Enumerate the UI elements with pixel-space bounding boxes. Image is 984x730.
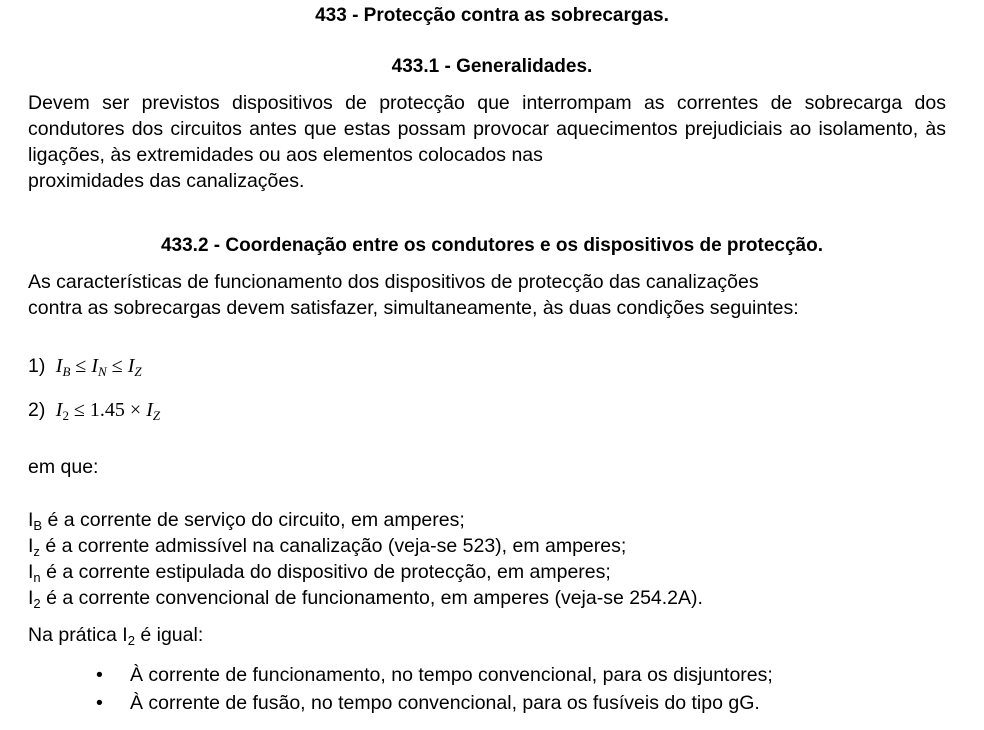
definition-i2 <box>28 585 703 617</box>
condition-1-number: 1) <box>28 355 46 377</box>
bullet-item-fusiveis <box>96 690 760 716</box>
generalidades-text-last: proximidades das canalizações. <box>28 170 305 192</box>
definition-ib-sub: B <box>33 518 43 533</box>
definition-iz-text: é a corrente admissível na canalização (veja-se 523), em amperes; <box>39 535 627 557</box>
definition-iz-sub: z <box>33 544 40 559</box>
practice-suffix: é igual: <box>134 624 204 646</box>
bullet-item-disjuntores <box>96 662 773 688</box>
definition-ib-symbol: I <box>28 509 34 531</box>
condition-2-formula: $I_2 \le 1.45 \times I_Z$ <box>55 399 161 423</box>
coordenacao-text-last: contra as sobrecargas devem satisfazer, simultaneamente, às duas condições seguintes: <box>28 297 799 319</box>
definition-in-text: é a corrente estipulada do dispositivo de protecção, em amperes; <box>40 561 611 583</box>
practice-line <box>28 622 203 654</box>
bullet-icon: • <box>96 664 103 686</box>
definition-in-symbol: I <box>28 561 34 583</box>
bullet-text: À corrente de funcionamento, no tempo convencional, para os disjuntores; <box>130 664 773 686</box>
bullet-text: À corrente de fusão, no tempo convencional, para os fusíveis do tipo gG. <box>130 692 760 714</box>
section-heading: 433 - Protecção contra as sobrecargas. <box>315 5 669 26</box>
generalidades-paragraph <box>28 90 946 194</box>
condition-2 <box>28 397 160 429</box>
subsection-1-heading: 433.1 - Generalidades. <box>391 56 593 77</box>
condition-1 <box>28 353 142 385</box>
em-que-label: em que: <box>28 456 99 478</box>
practice-prefix: Na prática I <box>28 624 128 646</box>
definition-iz-symbol: I <box>28 535 34 557</box>
definition-ib-text: é a corrente de serviço do circuito, em amperes; <box>42 509 465 531</box>
coordenacao-text: As características de funcionamento dos dispositivos de protecção das canalizações <box>28 271 759 293</box>
definition-in-sub: n <box>33 570 41 585</box>
practice-sub: 2 <box>127 633 135 648</box>
definition-i2-text: é a corrente convencional de funcionamento, em amperes (veja-se 254.2A). <box>40 587 703 609</box>
definition-i2-sub: 2 <box>33 596 41 611</box>
bullet-icon: • <box>96 692 103 714</box>
generalidades-text: Devem ser previstos dispositivos de protecção que interrompam as correntes de sobrecarga dos condutores dos circuitos antes que estas possam provocar aquecimentos prejudiciais ao isolamento, às ligações, às extremidades ou aos elementos colocados nas <box>28 92 946 166</box>
subsection-2-heading: 433.2 - Coordenação entre os condutores e os dispositivos de protecção. <box>160 235 823 256</box>
definition-i2-symbol: I <box>28 587 34 609</box>
condition-1-formula: $I_B \le I_N \le I_Z$ <box>55 355 142 379</box>
coordenacao-paragraph <box>28 269 946 321</box>
condition-2-number: 2) <box>28 399 46 421</box>
